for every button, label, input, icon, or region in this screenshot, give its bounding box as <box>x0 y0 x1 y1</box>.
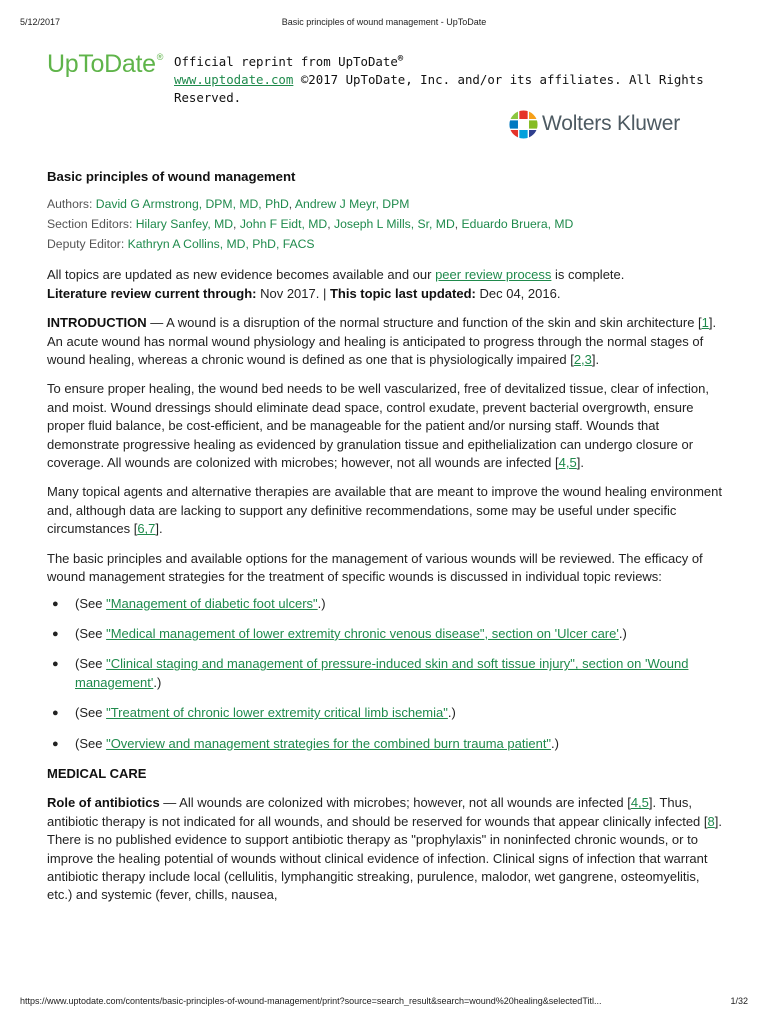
article-meta <box>47 194 727 254</box>
article-content <box>47 168 727 905</box>
section-editors-line: Section Editors: Hilary Sanfey, MD, John F Eidt, MD, Joseph L Mills, Sr, MD, Eduardo Bruera, MD <box>47 217 574 232</box>
reference-link[interactable]: 1 <box>701 315 709 331</box>
reference-link[interactable]: 4,5 <box>558 455 577 471</box>
print-page-title: Basic principles of wound management - UpToDate <box>281 17 487 27</box>
healing-principles-paragraph: To ensure proper healing, the wound bed needs to be well vascularized, free of devitalized tissue, clear of infection, and moist. Wound dressings should eliminate dead space, control exudate, prevent bacterial overgrowth, ensure proper fluid balance, be cost-efficient, and be manageable for the patient and/or nursing staff. Wounds that demonstrate progressive healing as evidenced by granulation tissue and epithelialization can undergo closure or coverage. All wounds are colonized with microbes; however, not all wounds are infected [4,5]. <box>47 381 709 471</box>
bullet-icon: ● <box>52 627 59 640</box>
bullet-icon: ● <box>52 658 59 671</box>
print-url: https://www.uptodate.com/contents/basic-principles-of-wound-management/print?source=search_result&search=wound%20healing&selectedTitl... <box>20 996 602 1006</box>
review-status: All topics are updated as new evidence becomes available and our peer review process is complete. Literature review current through: Nov 2017. | This topic last updated: Dec 04, 2016. <box>47 267 625 301</box>
editor-link[interactable]: Eduardo Bruera, MD <box>461 217 574 232</box>
reference-link[interactable]: 6,7 <box>137 521 156 537</box>
authors-line: Authors: David G Armstrong, DPM, MD, PhD, Andrew J Meyr, DPM <box>47 197 410 212</box>
list-item: ● (See "Overview and management strategies for the combined burn trauma patient".) <box>50 735 727 753</box>
topic-link[interactable]: "Treatment of chronic lower extremity critical limb ischemia" <box>106 705 448 721</box>
author-link[interactable]: David G Armstrong, DPM, MD, PhD <box>95 197 289 212</box>
print-footer <box>20 996 748 1006</box>
overview-paragraph: The basic principles and available options for the management of various wounds will be reviewed. The efficacy of wound management strategies for the treatment of specific wounds is discussed in individual topic reviews: <box>47 550 703 585</box>
wolters-kluwer-logo <box>508 108 680 140</box>
see-also-list <box>47 595 727 753</box>
topic-link[interactable]: "Management of diabetic foot ulcers" <box>106 595 318 611</box>
list-item: ● (See "Treatment of chronic lower extremity critical limb ischemia".) <box>50 704 727 722</box>
deputy-editor-line <box>47 234 727 254</box>
reference-link[interactable]: 4,5 <box>630 795 649 811</box>
editor-link[interactable]: Joseph L Mills, Sr, MD <box>333 217 455 232</box>
logo-text: UpToDate <box>47 50 156 78</box>
last-updated-date: Dec 04, 2016. <box>475 285 561 301</box>
reference-link[interactable]: 8 <box>707 813 715 829</box>
deputy-editor-label: Deputy Editor: <box>47 237 125 252</box>
antibiotics-subheading: Role of antibiotics <box>47 795 160 811</box>
topical-agents-paragraph: Many topical agents and alternative therapies are available that are meant to improve the wound healing environment and, although data are lacking to support any definitive recommendations, some may be useful under specific circumstances [6,7]. <box>47 484 722 537</box>
list-item: ● (See "Clinical staging and management of pressure-induced skin and soft tissue injury", section on 'Wound management'.) <box>52 656 689 690</box>
introduction-heading: INTRODUCTION <box>47 315 147 331</box>
topic-link[interactable]: "Medical management of lower extremity chronic venous disease", section on 'Ulcer care' <box>106 625 619 641</box>
author-link[interactable]: Andrew J Meyr, DPM <box>294 197 410 212</box>
editor-link[interactable]: John F Eidt, MD <box>239 217 328 232</box>
topic-link[interactable]: "Clinical staging and management of pressure-induced skin and soft tissue injury", section on 'Wound management' <box>75 656 689 690</box>
peer-review-link[interactable]: peer review process <box>435 267 552 283</box>
reprint-text: Official reprint from UpToDate <box>174 54 398 70</box>
topic-link[interactable]: "Overview and management strategies for the combined burn trauma patient" <box>106 735 552 751</box>
print-header <box>20 17 748 27</box>
reprint-notice <box>174 50 728 107</box>
list-item: ● (See "Medical management of lower extremity chronic venous disease", section on 'Ulcer care'.) <box>50 625 727 643</box>
deputy-editor-link[interactable]: Kathryn A Collins, MD, PhD, FACS <box>127 237 315 252</box>
literature-review-label: Literature review current through: <box>47 285 257 301</box>
bullet-icon: ● <box>52 707 59 720</box>
introduction-paragraph: INTRODUCTION — A wound is a disruption of the normal structure and function of the skin and skin architecture [1]. An acute wound has normal wound physiology and healing is anticipated to progress through the normal stages of wound healing, whereas a chronic wound is defined as one that is physiologically impaired [2,3]. <box>47 315 717 368</box>
logo-registered-mark: ® <box>156 52 164 62</box>
bullet-icon: ● <box>52 597 59 610</box>
antibiotics-paragraph: Role of antibiotics — All wounds are colonized with microbes; however, not all wounds are infected [4,5]. Thus, antibiotic therapy is not indicated for all wounds, and should be reserved for wounds that appear clinically infected [8]. There is no published evidence to support antibiotic therapy as "prophylaxis" in noninfected chronic wounds, or to improve the healing potential of wounds without clinical evidence of infection. Clinical signs of infection that warrant antibiotic therapy include local (cellulitis, lymphangitic streaking, purulence, malodor, wet gangrene, osteomyelitis, etc.) and systemic (fever, chills, nausea, <box>47 795 722 903</box>
last-updated-label: This topic last updated: <box>329 285 476 301</box>
copyright-text: ©2017 UpToDate, Inc. and/or its affiliates. All Rights Reserved. <box>174 72 704 106</box>
editor-link[interactable]: Hilary Sanfey, MD <box>135 217 234 232</box>
article-title: Basic principles of wound management <box>47 169 296 184</box>
reprint-registered-mark: ® <box>397 54 404 64</box>
publisher-name: Wolters Kluwer <box>542 112 681 135</box>
list-item: ● (See "Management of diabetic foot ulcers".) <box>50 595 727 613</box>
reference-link[interactable]: 2,3 <box>573 352 592 368</box>
page-number: 1/32 <box>730 996 748 1006</box>
authors-label: Authors: <box>47 197 93 212</box>
bullet-icon: ● <box>52 737 59 750</box>
uptodate-logo[interactable] <box>47 50 163 79</box>
literature-review-date: Nov 2017. | <box>256 285 330 301</box>
wolters-kluwer-globe-icon <box>508 109 539 140</box>
section-editors-label: Section Editors: <box>47 217 133 232</box>
uptodate-site-link[interactable]: www.uptodate.com <box>174 72 294 88</box>
print-date: 5/12/2017 <box>20 17 61 27</box>
medical-care-heading: MEDICAL CARE <box>47 765 147 781</box>
brand-row <box>47 50 728 106</box>
